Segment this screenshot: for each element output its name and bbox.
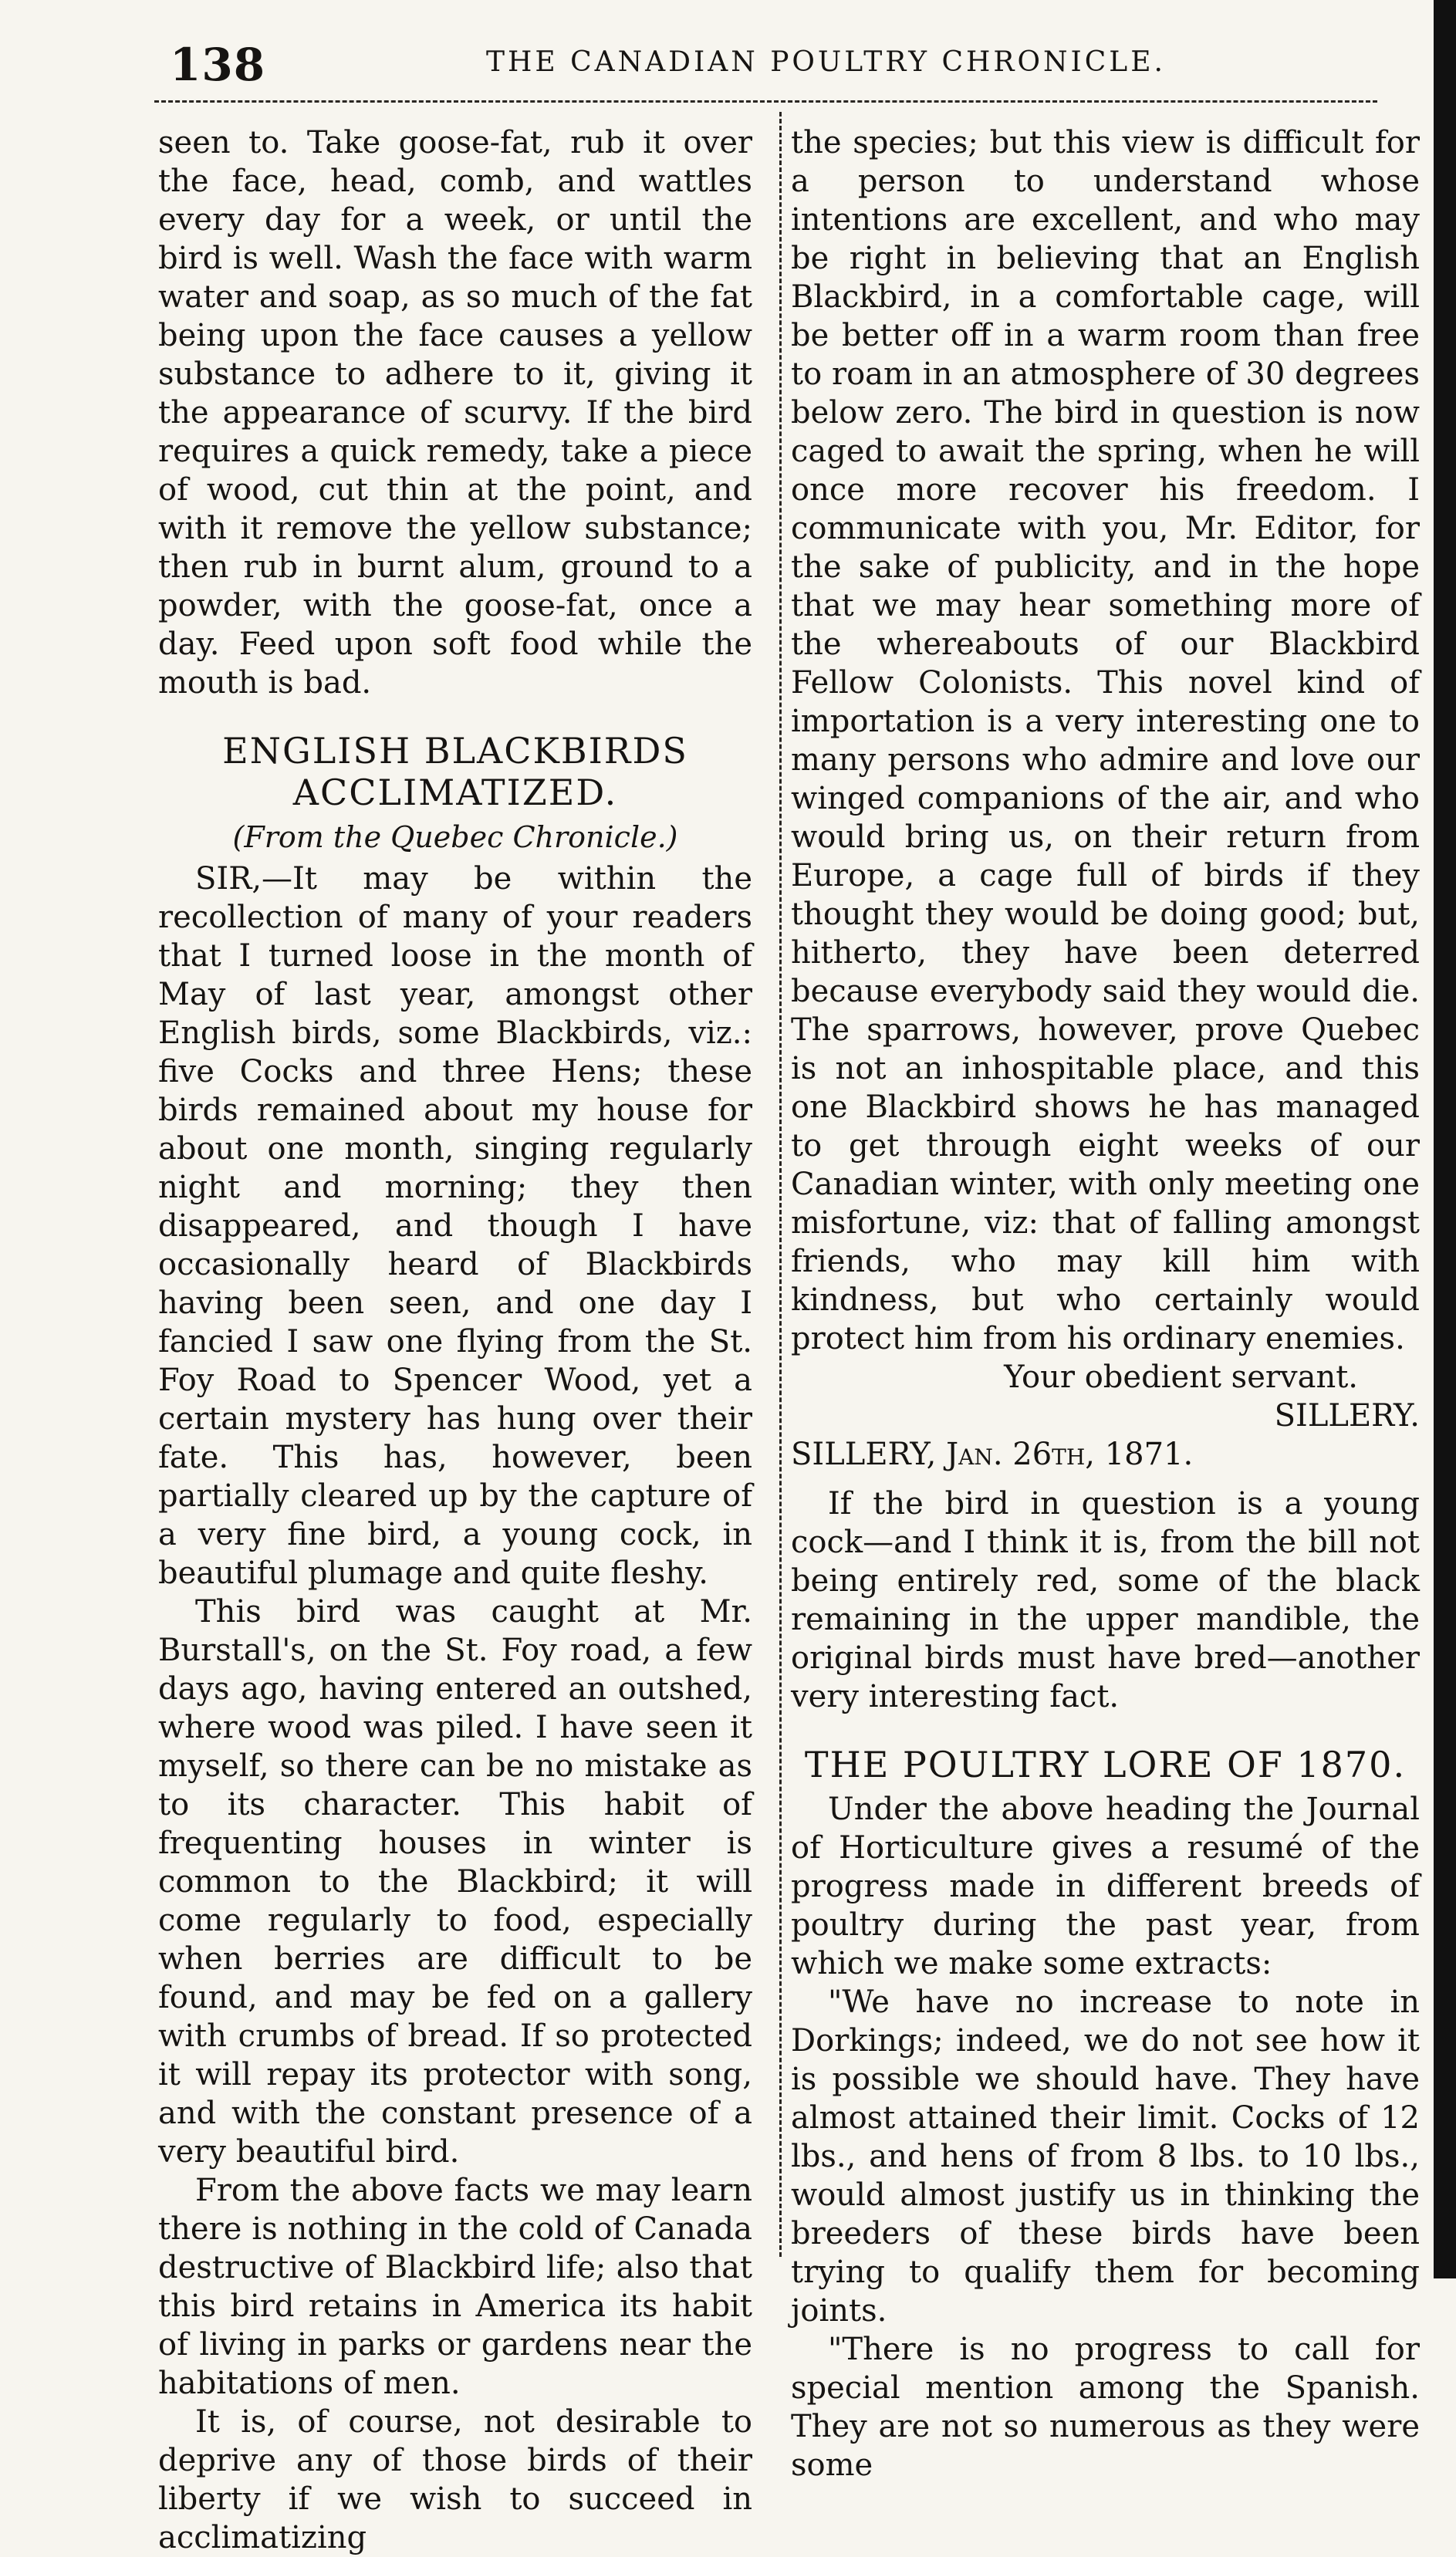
right-column (791, 123, 1420, 2484)
paragraph: It is, of course, not desirable to deprive any of those birds of their liberty if we wish to succeed in acclimatizing (158, 2404, 752, 2555)
paragraph: the species; but this view is difficult for a person to understand whose intentions are excellent, and who may be right in believing that an English Blackbird, in a comfortable cage, will be better off in a warm room than free to roam in an atmosphere of 30 degrees below zero. The bird in question is now caged to await the spring, when he will once more recover his freedom. I communicate with you, Mr. Editor, for the sake of publicity, and in the hope that we may hear something more of the whereabouts of our Blackbird Fellow Colonists. This novel kind of importation is a very interesting one to many persons who admire and love our winged companions of the air, and who would bring us, on their return from Europe, a cage full of birds if they thought they would be doing good; but, hitherto, they have been deterred because everybody said they would die. The sparrows, however, prove Quebec is not an inhospitable place, and this one Blackbird shows he has managed to get through eight weeks of our Canadian winter, with only meeting one misfortune, viz: that of falling amongst friends, who may kill him with kindness, but who certainly would protect him from his ordinary enemies. (791, 125, 1420, 1356)
paragraph: "We have no increase to note in Dorkings; indeed, we do not see how it is possible we should have. They have almost attained their limit. Cocks of 12 lbs., and hens of from 8 lbs. to 10 lbs., would almost justify us in thinking the breeders of these birds have been trying to qualify them for becoming joints. (791, 1984, 1420, 2329)
running-head: THE CANADIAN POULTRY CHRONICLE. (486, 46, 1166, 78)
article-source: (From the Quebec Chronicle.) (232, 820, 678, 854)
paragraph: "There is no progress to call for special mention among the Spanish. They are not so numerous as they were some (791, 2332, 1420, 2483)
paragraph: Under the above heading the Journal of Horticulture gives a resumé of the progress made in different breeds of poultry during the past year, from which we make some extracts: (791, 1792, 1420, 1981)
page-number: 138 (170, 39, 266, 91)
letter-signoff: Your obedient servant. (1004, 1360, 1358, 1395)
paragraph: seen to. Take goose-fat, rub it over the face, head, comb, and wattles every day for a week, or until the bird is well. Wash the face with warm water and soap, as so much of the fat being upon the face causes a yellow substance to adhere to it, giving it the appearance of scurvy. If the bird requires a quick remedy, take a piece of wood, cut thin at the point, and with it remove the yellow substance; then rub in burnt alum, ground to a powder, with the goose-fat, once a day. Feed upon soft food while the mouth is bad. (158, 125, 752, 701)
scan-edge (1434, 0, 1456, 2278)
page-header (154, 39, 1389, 100)
letter-dateline: SILLERY, Jan. 26th, 1871. (791, 1437, 1194, 1472)
paragraph: If the bird in question is a young cock—and I think it is, from the bill not being entirely red, some of the black remaining in the upper mandible, the original birds must have bred—another very interesting fact. (791, 1486, 1420, 1714)
paragraph: From the above facts we may learn there is nothing in the cold of Canada destructive of Blackbird life; also that this bird retains in America its habit of living in parks or gardens near the habitations of men. (158, 2173, 752, 2401)
letter-signature: SILLERY. (1274, 1398, 1420, 1434)
header-rule (154, 100, 1377, 103)
paragraph: SIR,—It may be within the recollection of many of your readers that I turned loose in the month of May of last year, amongst other English birds, some Blackbirds, viz.: five Cocks and three Hens; these birds remained about my house for about one month, singing regularly night and morning; they then disappeared, and though I have occasionally heard of Blackbirds having been seen, and one day I fancied I saw one flying from the St. Foy Road to Spencer Wood, yet a certain mystery has hung over their fate. This has, however, been partially cleared up by the capture of a very fine bird, a young cock, in beautiful plumage and quite fleshy. (158, 861, 752, 1591)
article-heading: ENGLISH BLACKBIRDS ACCLIMATIZED. (222, 730, 688, 813)
paragraph: This bird was caught at Mr. Burstall's, on the St. Foy road, a few days ago, having entered an outshed, where wood was piled. I have seen it myself, so there can be no mistake as to its character. This habit of frequenting houses in winter is common to the Blackbird; it will come regularly to food, especially when berries are difficult to be found, and may be fed on a gallery with crumbs of bread. If so protected it will repay its protector with song, and with the constant presence of a very beautiful bird. (158, 1594, 752, 2170)
article-heading: THE POULTRY LORE OF 1870. (804, 1744, 1407, 1785)
left-column (158, 123, 752, 2557)
column-divider (779, 112, 782, 2257)
